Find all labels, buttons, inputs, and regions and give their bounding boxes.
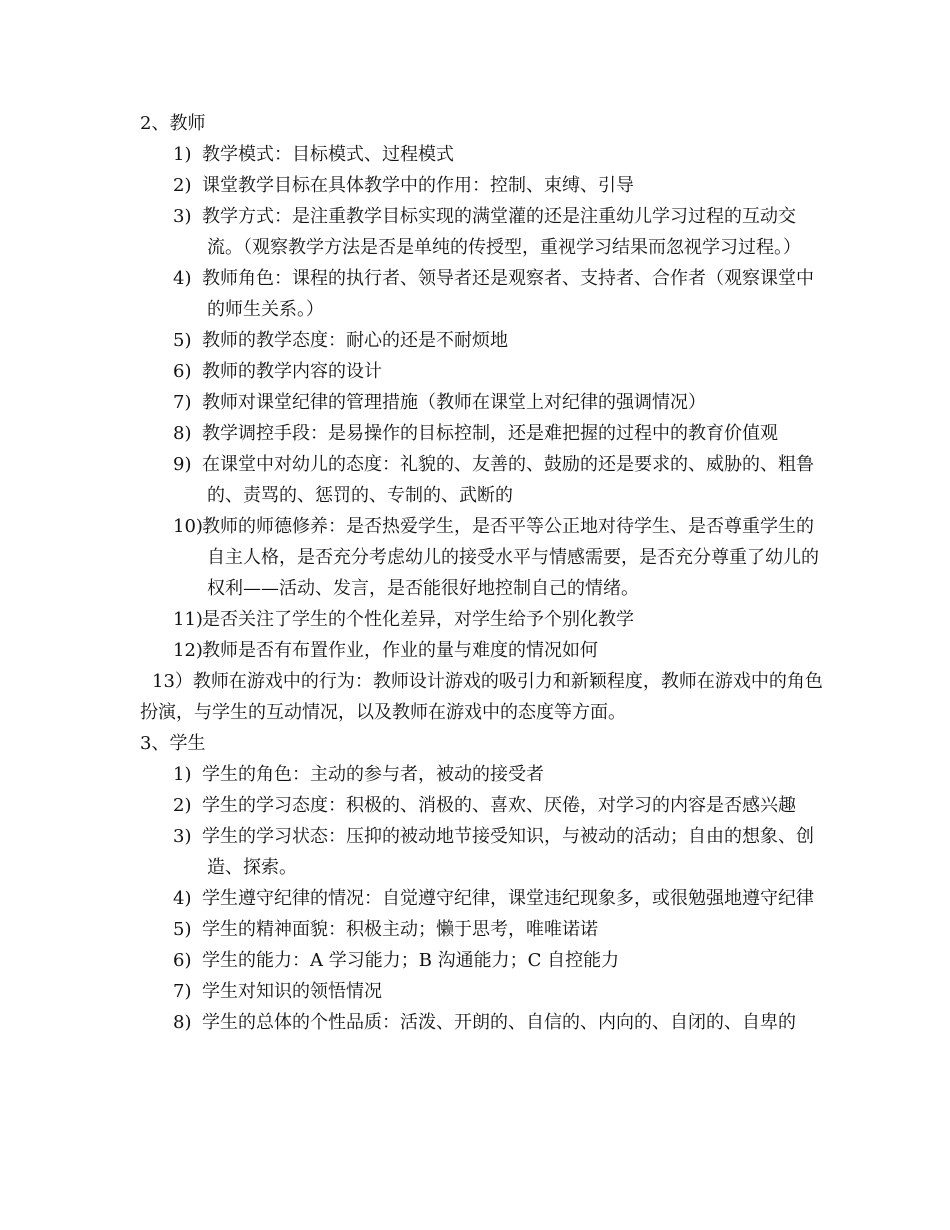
list-item	[140, 356, 830, 387]
list-number: 7)	[173, 392, 192, 413]
list-number: 8)	[173, 423, 192, 444]
list-text: 学生的精神面貌：积极主动；懒于思考，唯唯诺诺	[202, 919, 598, 940]
list-text: 教学方式：是注重教学目标实现的满堂灌的还是注重幼儿学习过程的互动交流。（观察教学方法是否是单纯的传授型，重视学习结果而忽视学习过程。）	[202, 206, 801, 258]
list-text: 课堂教学目标在具体教学中的作用：控制、束缚、引导	[202, 175, 634, 196]
list-number: 12)	[173, 640, 203, 661]
list-text: 学生的角色：主动的参与者，被动的接受者	[202, 764, 544, 785]
list-number: 5)	[173, 919, 192, 940]
section-heading-student: 3、学生	[140, 733, 206, 754]
list-number: 11)	[173, 609, 203, 630]
list-text: 是否关注了学生的个性化差异，对学生给予个别化教学	[202, 609, 634, 630]
teacher-list	[140, 139, 830, 666]
list-item	[140, 139, 830, 170]
list-number: 3)	[173, 826, 192, 847]
list-number: 9)	[173, 454, 192, 475]
list-number: 4)	[173, 268, 192, 289]
list-number: 10)	[173, 516, 203, 537]
list-text: 学生的总体的个性品质：活泼、开朗的、自信的、内向的、自闭的、自卑的	[202, 1012, 796, 1033]
list-item	[140, 449, 830, 511]
list-item	[140, 1007, 830, 1038]
list-item	[140, 387, 830, 418]
list-text: 在课堂中对幼儿的态度：礼貌的、友善的、鼓励的还是要求的、威胁的、粗鲁的、责骂的、惩罚的、专制的、武断的	[202, 454, 814, 506]
list-text: 教师是否有布置作业，作业的量与难度的情况如何	[202, 640, 598, 661]
list-item	[140, 976, 830, 1007]
list-number: 8)	[173, 1012, 192, 1033]
list-item	[140, 325, 830, 356]
list-item	[140, 170, 830, 201]
section-heading-teacher: 2、教师	[140, 113, 206, 134]
list-number: 1)	[173, 144, 192, 165]
list-text: 学生的学习态度：积极的、消极的、喜欢、厌倦，对学习的内容是否感兴趣	[202, 795, 796, 816]
list-text: 学生的能力：A 学习能力；B 沟通能力；C 自控能力	[202, 950, 620, 971]
list-text: 教学调控手段：是易操作的目标控制，还是难把握的过程中的教育价值观	[202, 423, 778, 444]
list-item	[140, 635, 830, 666]
list-number: 7)	[173, 981, 192, 1002]
list-number: 2)	[173, 175, 192, 196]
list-text: 教师对课堂纪律的管理措施（教师在课堂上对纪律的强调情况）	[202, 392, 706, 413]
list-text: 教师的教学内容的设计	[202, 361, 382, 382]
list-item	[140, 945, 830, 976]
list-item	[140, 511, 830, 604]
list-text: 教师角色：课程的执行者、领导者还是观察者、支持者、合作者（观察课堂中的师生关系。）	[202, 268, 814, 320]
student-list	[140, 759, 830, 1038]
list-number: 1)	[173, 764, 192, 785]
list-item	[140, 883, 830, 914]
list-text: 教学模式：目标模式、过程模式	[202, 144, 454, 165]
list-number: 5)	[173, 330, 192, 351]
list-item	[140, 201, 830, 263]
list-text: 学生的学习状态：压抑的被动地节接受知识，与被动的活动；自由的想象、创造、探索。	[202, 826, 814, 878]
list-item	[140, 263, 830, 325]
list-text: 教师的师德修养：是否热爱学生，是否平等公正地对待学生、是否尊重学生的自主人格，是否充分考虑幼儿的接受水平与情感需要，是否充分尊重了幼儿的权利——活动、发言，是否能很好地控制自己的情绪。	[202, 516, 819, 599]
list-text: 教师的教学态度：耐心的还是不耐烦地	[202, 330, 508, 351]
list-text: 学生对知识的领悟情况	[202, 981, 382, 1002]
list-item	[140, 821, 830, 883]
list-item	[140, 790, 830, 821]
list-item	[140, 759, 830, 790]
list-number: 6)	[173, 950, 192, 971]
document-body	[140, 108, 830, 1038]
teacher-game-behavior-paragraph: 13）教师在游戏中的行为：教师设计游戏的吸引力和新颖程度，教师在游戏中的角色扮演，与学生的互动情况，以及教师在游戏中的态度等方面。	[140, 671, 823, 723]
list-text: 学生遵守纪律的情况：自觉遵守纪律，课堂违纪现象多，或很勉强地遵守纪律	[202, 888, 814, 909]
list-number: 2)	[173, 795, 192, 816]
list-item	[140, 418, 830, 449]
list-number: 3)	[173, 206, 192, 227]
list-number: 4)	[173, 888, 192, 909]
list-item	[140, 914, 830, 945]
list-item	[140, 604, 830, 635]
list-number: 6)	[173, 361, 192, 382]
